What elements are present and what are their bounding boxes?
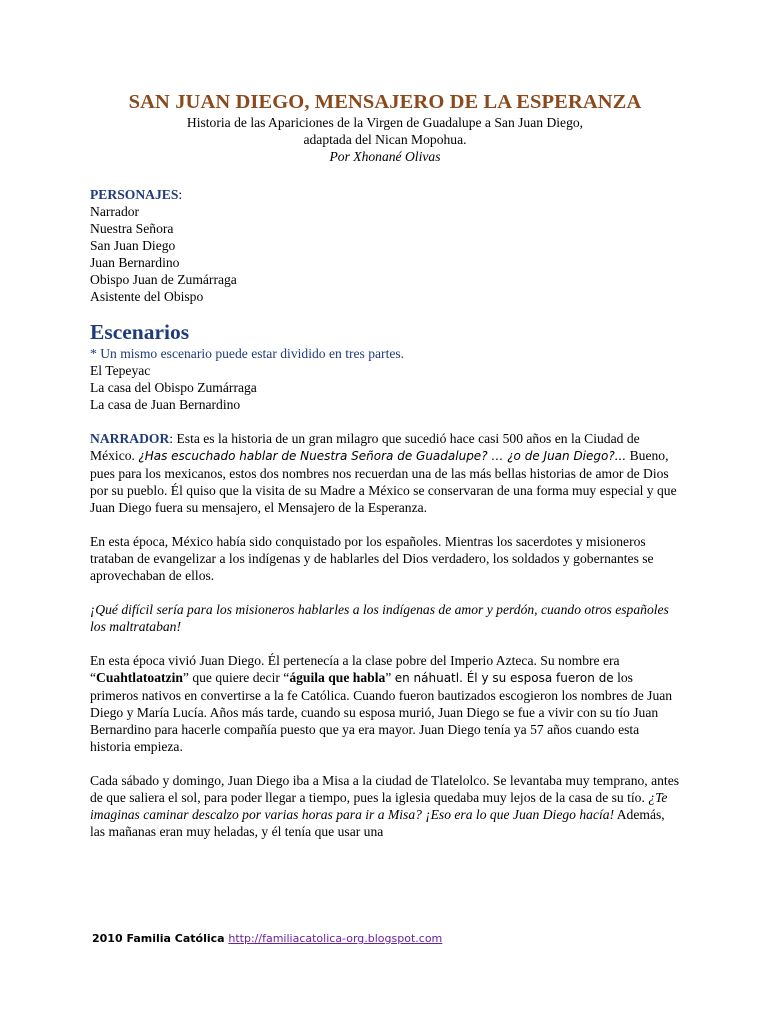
escenarios-heading: Escenarios: [90, 320, 190, 344]
personaje-item: Nuestra Señora: [90, 221, 174, 236]
paragraph-text: ” que quiere decir “: [182, 670, 290, 685]
escenario-item: La casa de Juan Bernardino: [90, 397, 241, 412]
personajes-heading-text: PERSONAJES: [90, 187, 179, 202]
escenario-item: El Tepeyac: [90, 363, 151, 378]
personaje-item: Asistente del Obispo: [90, 289, 204, 304]
paragraph-text: Además, las mañanas eran muy heladas, y él tenía que usar una: [90, 807, 665, 839]
personaje-item: Narrador: [90, 204, 140, 219]
paragraph-text: Cada sábado y domingo, Juan Diego iba a Misa a la ciudad de Tlatelolco. Se levantaba muy temprano, antes de que saliera el sol, para poder llegar a tiempo, pues la iglesia quedaba muy lejos de la casa de su tío.: [90, 773, 680, 805]
footer-text: 2010 Familia Católica: [92, 932, 229, 945]
page-footer: [92, 932, 442, 945]
paragraph-text: ”: [385, 670, 395, 685]
personaje-item: Juan Bernardino: [90, 255, 180, 270]
bold-name: Cuahtlatoatzin: [96, 670, 183, 685]
paragraph-italic: ¿Has escuchado hablar de Nuestra Señora de Guadalupe? … ¿o de Juan Diego?...: [138, 449, 627, 463]
narrador-label: NARRADOR: [90, 431, 170, 446]
footer-link[interactable]: http://familiacatolica-org.blogspot.com: [228, 932, 443, 945]
paragraph-juan-diego: [90, 652, 680, 755]
personaje-item: Obispo Juan de Zumárraga: [90, 272, 237, 287]
paragraph-conquista: En esta época, México había sido conquistado por los españoles. Mientras los sacerdotes y misioneros trataban de evangelizar a los indígenas y de hablarles del Dios verdadero, los soldados y gobernantes se aprovechaban de ellos.: [90, 534, 654, 583]
subtitle-line-2: adaptada del Nican Mopohua.: [303, 132, 467, 147]
paragraph-narrador: [90, 430, 680, 516]
paragraph-text: En esta época vivió Juan Diego. Él pertenecía a la clase pobre del Imperio Azteca. Su nombre era “: [90, 653, 620, 685]
paragraph-text: los primeros nativos en convertirse a la fe Católica. Cuando fueron bautizados escogieron los nombres de Juan Diego y María Lucía. Años más tarde, cuando su esposa murió, Juan Diego se fue a vivir con su tío Juan Bernardino para hacerle compañía puesto que ya era mayor. Juan Diego tenía ya 57 años cuando esta historia empieza.: [90, 670, 673, 754]
escenarios-note: * Un mismo escenario puede estar dividido en tres partes.: [90, 346, 405, 361]
author-line: Por Xhonané Olivas: [329, 149, 441, 164]
paragraph-text: : Esta es la historia de un gran milagro que sucedió hace casi 500 años en la Ciudad de México.: [90, 431, 640, 463]
escenario-item: La casa del Obispo Zumárraga: [90, 380, 257, 395]
subtitle-line-1: Historia de las Apariciones de la Virgen de Guadalupe a San Juan Diego,: [186, 115, 584, 130]
paragraph-misa: [90, 772, 680, 840]
personaje-item: San Juan Diego: [90, 238, 176, 253]
document-title: SAN JUAN DIEGO, MENSAJERO DE LA ESPERANZA: [128, 91, 642, 113]
personajes-heading: PERSONAJES:: [90, 187, 183, 202]
paragraph-text: Bueno, pues para los mexicanos, estos dos nombres nos recuerdan una de las más bellas historias de amor de Dios por su pueblo. Él quiso que la visita de su Madre a México se conservaran de una forma muy especial y que Juan Diego fuera su mensajero, el Mensajero de la Esperanza.: [90, 448, 677, 515]
paragraph-italic-exclamation: ¡Qué difícil sería para los misioneros hablarles a los indígenas de amor y perdón, cuando otros españoles los maltrataban!: [90, 602, 669, 634]
paragraph-italic: ¿Te imaginas caminar descalzo por varias horas para ir a Misa? ¡Eso era lo que Juan Diego hacía!: [90, 790, 668, 822]
bold-meaning: águila que habla: [289, 670, 386, 685]
document-page: [90, 90, 680, 840]
paragraph-sans-text: en náhuatl. Él y su esposa fueron de: [394, 671, 614, 685]
